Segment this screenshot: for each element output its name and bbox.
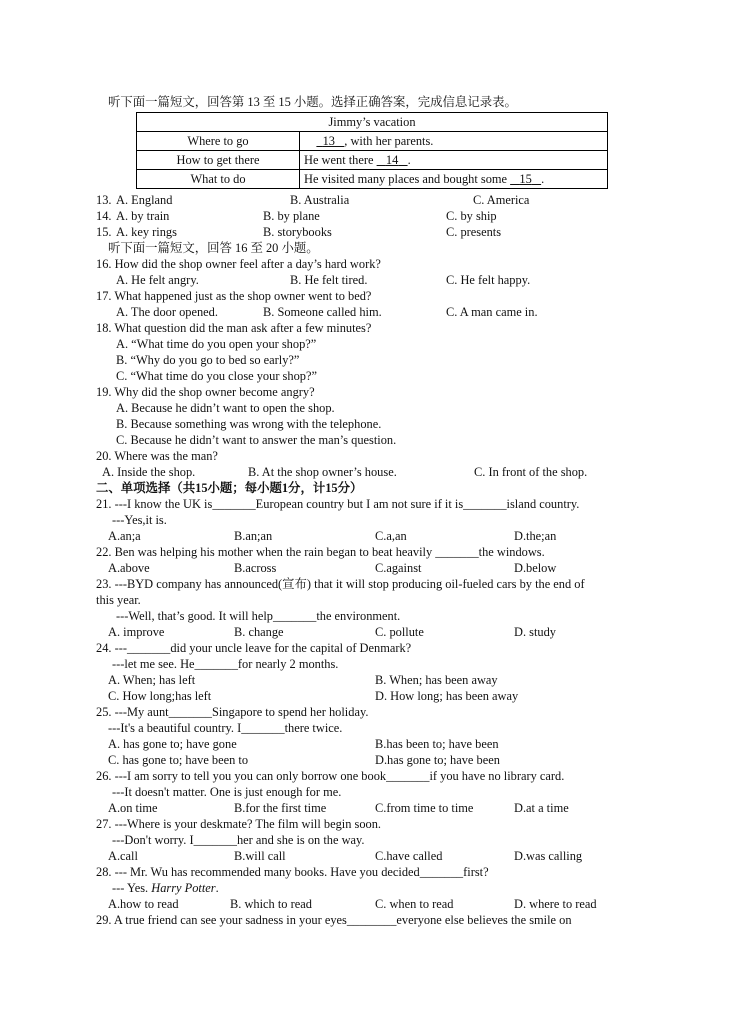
q23-option-d: D. study <box>514 625 556 639</box>
q22-option-b: B.across <box>234 561 277 575</box>
q18-option-c: C. “What time do you close your shop?” <box>116 369 317 383</box>
q27-option-a: A.call <box>108 849 138 863</box>
q26-option-d: D.at a time <box>514 801 569 815</box>
q22-stem: 22. Ben was helping his mother when the rain began to beat heavily _______the windows. <box>96 545 545 559</box>
table-row-label: Where to go <box>137 132 300 151</box>
q25-option-d: D.has gone to; have been <box>375 753 500 767</box>
section1-intro: 听下面一篇短文，回答第 13 至 15 小题。选择正确答案，完成信息记录表。 <box>108 95 517 109</box>
table-row-value: He went there 14 . <box>300 151 608 170</box>
q15-option-c: C. presents <box>446 225 502 239</box>
q22-option-a: A.above <box>108 561 150 575</box>
q24-stem: 24. ---_______did your uncle leave for the capital of Denmark? <box>96 641 412 655</box>
q23-option-a: A. improve <box>108 625 165 639</box>
q25-option-c: C. has gone to; have been to <box>108 753 249 767</box>
table-row <box>137 151 608 170</box>
q21-option-a: A.an;a <box>108 529 141 543</box>
q17-stem: 17. What happened just as the shop owner went to bed? <box>96 289 372 303</box>
q13-option-a: A. England <box>116 193 173 207</box>
q16-stem: 16. How did the shop owner feel after a day’s hard work? <box>96 257 381 271</box>
q24-reply: ---let me see. He_______for nearly 2 months. <box>112 657 339 671</box>
q15-option-b: B. storybooks <box>263 225 332 239</box>
q22-option-c: C.against <box>375 561 422 575</box>
q27-reply: ---Don't worry. I_______her and she is on the way. <box>112 833 365 847</box>
q18-stem: 18. What question did the man ask after a few minutes? <box>96 321 372 335</box>
q16-option-c: C. He felt happy. <box>446 273 531 287</box>
q25-stem: 25. ---My aunt_______Singapore to spend her holiday. <box>96 705 369 719</box>
table-row-value: 13 , with her parents. <box>300 132 608 151</box>
q23-stem-line2: this year. <box>96 593 141 607</box>
q21-option-d: D.the;an <box>514 529 557 543</box>
book-title: Harry Potter <box>151 881 216 895</box>
q16-option-b: B. He felt tired. <box>290 273 368 287</box>
section2-intro: 听下面一篇短文，回答 16 至 20 小题。 <box>108 241 319 255</box>
q20-stem: 20. Where was the man? <box>96 449 218 463</box>
q13-number: 13. <box>96 193 112 207</box>
q25-option-a: A. has gone to; have gone <box>108 737 237 751</box>
q17-option-b: B. Someone called him. <box>263 305 382 319</box>
q22-option-d: D.below <box>514 561 557 575</box>
q15-number: 15. <box>96 225 112 239</box>
part2-heading: 二、单项选择（共15小题；每小题1分，计15分） <box>96 481 363 495</box>
q14-option-c: C. by ship <box>446 209 497 223</box>
q21-stem: 21. ---I know the UK is_______European country but I am not sure if it is_______island country. <box>96 497 580 511</box>
q27-option-b: B.will call <box>234 849 286 863</box>
q27-option-d: D.was calling <box>514 849 583 863</box>
q25-option-b: B.has been to; have been <box>375 737 499 751</box>
q26-stem: 26. ---I am sorry to tell you you can only borrow one book_______if you have no library card. <box>96 769 565 783</box>
q19-option-c: C. Because he didn’t want to answer the man’s question. <box>116 433 397 447</box>
q27-option-c: C.have called <box>375 849 443 863</box>
q25-reply: ---It's a beautiful country. I_______there twice. <box>108 721 343 735</box>
table-title: Jimmy’s vacation <box>137 113 608 132</box>
q14-option-b: B. by plane <box>263 209 320 223</box>
q20-option-b: B. At the shop owner’s house. <box>248 465 397 479</box>
q16-option-a: A. He felt angry. <box>116 273 199 287</box>
q15-option-a: A. key rings <box>116 225 177 239</box>
table-row-label: What to do <box>137 170 300 189</box>
blank-14: 14 <box>385 153 399 167</box>
blank-13: 13 <box>322 134 335 148</box>
q23-option-c: C. pollute <box>375 625 424 639</box>
q14-option-a: A. by train <box>116 209 170 223</box>
table-row <box>137 132 608 151</box>
q21-option-b: B.an;an <box>234 529 273 543</box>
q18-option-a: A. “What time do you open your shop?” <box>116 337 317 351</box>
q28-option-a: A.how to read <box>108 897 179 911</box>
table-row-value: He visited many places and bought some 15 . <box>300 170 608 189</box>
q20-option-c: C. In front of the shop. <box>474 465 588 479</box>
q28-stem: 28. --- Mr. Wu has recommended many books. Have you decided_______first? <box>96 865 489 879</box>
q28-option-d: D. where to read <box>514 897 597 911</box>
q20-option-a: A. Inside the shop. <box>102 465 196 479</box>
q19-stem: 19. Why did the shop owner become angry? <box>96 385 315 399</box>
table-row <box>137 170 608 189</box>
q19-option-a: A. Because he didn’t want to open the shop. <box>116 401 335 415</box>
q27-stem: 27. ---Where is your deskmate? The film will begin soon. <box>96 817 382 831</box>
q17-option-c: C. A man came in. <box>446 305 538 319</box>
q13-option-c: C. America <box>473 193 530 207</box>
q28-option-b: B. which to read <box>230 897 312 911</box>
q13-option-b: B. Australia <box>290 193 350 207</box>
q14-number: 14. <box>96 209 112 223</box>
q23-reply: ---Well, that’s good. It will help_______the environment. <box>116 609 401 623</box>
q28-option-c: C. when to read <box>375 897 454 911</box>
q18-option-b: B. “Why do you go to bed so early?” <box>116 353 300 367</box>
q17-option-a: A. The door opened. <box>116 305 218 319</box>
q26-option-a: A.on time <box>108 801 158 815</box>
q24-option-c: C. How long;has left <box>108 689 212 703</box>
table-row-label: How to get there <box>137 151 300 170</box>
q26-reply: ---It doesn't matter. One is just enough for me. <box>112 785 342 799</box>
q23-stem-line1: 23. ---BYD company has announced(宣布) that it will stop producing oil-fueled cars by the end of <box>96 577 585 591</box>
q26-option-b: B.for the first time <box>234 801 327 815</box>
q24-option-d: D. How long; has been away <box>375 689 519 703</box>
q28-reply: --- Yes. Harry Potter. <box>112 881 219 895</box>
blank-15: 15 <box>519 172 532 186</box>
q21-option-c: C.a,an <box>375 529 407 543</box>
info-record-table <box>136 112 608 189</box>
q19-option-b: B. Because something was wrong with the telephone. <box>116 417 382 431</box>
q29-stem: 29. A true friend can see your sadness in your eyes________everyone else believes the smile on <box>96 913 572 927</box>
q24-option-a: A. When; has left <box>108 673 196 687</box>
q23-option-b: B. change <box>234 625 284 639</box>
q26-option-c: C.from time to time <box>375 801 474 815</box>
q21-reply: ---Yes,it is. <box>112 513 167 527</box>
q24-option-b: B. When; has been away <box>375 673 498 687</box>
